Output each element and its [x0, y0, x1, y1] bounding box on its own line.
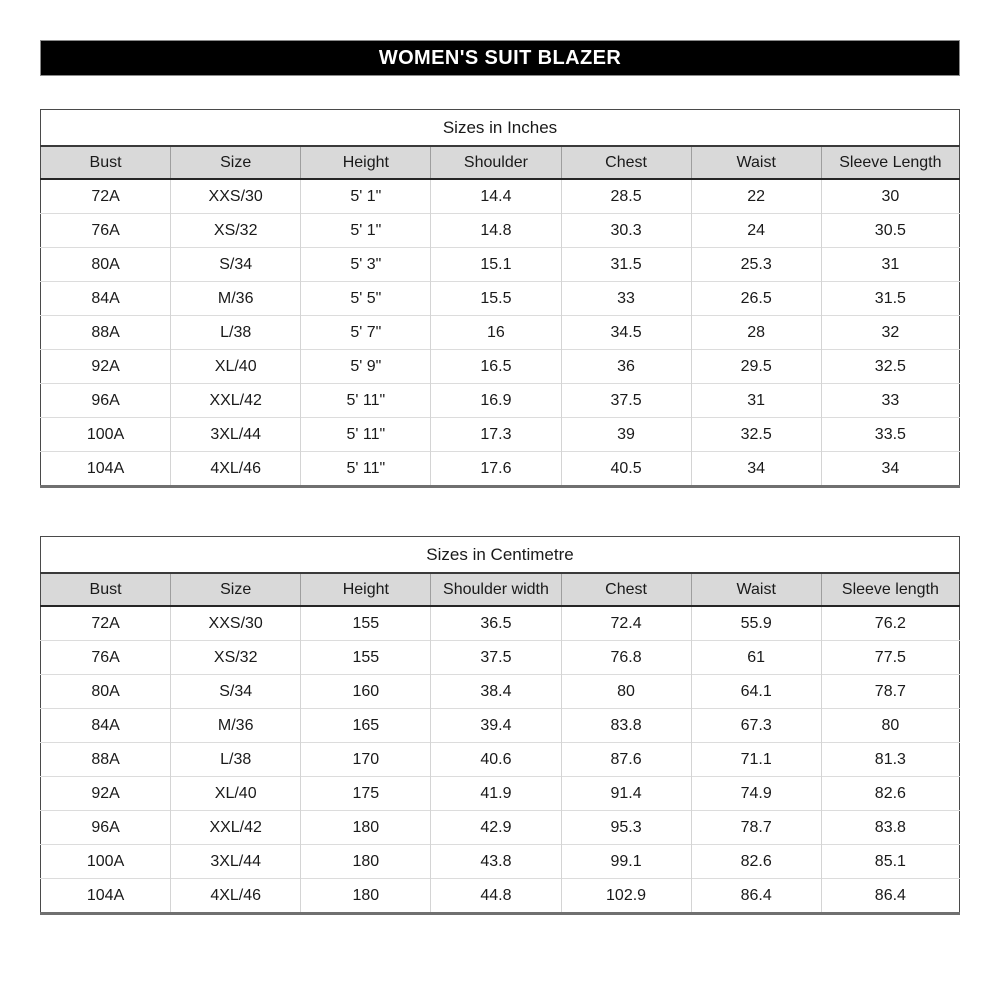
- table-row: [41, 179, 960, 214]
- table-cell: 175: [301, 777, 431, 811]
- table-cell: 31: [691, 384, 821, 418]
- table-cell: S/34: [171, 675, 301, 709]
- page-title: WOMEN'S SUIT BLAZER: [40, 40, 960, 76]
- table-cell: 30.3: [561, 214, 691, 248]
- table-cell: 160: [301, 675, 431, 709]
- table-row: [41, 452, 960, 487]
- table-cell: 5' 9": [301, 350, 431, 384]
- table-cell: 3XL/44: [171, 845, 301, 879]
- table-cell: 85.1: [821, 845, 959, 879]
- table-cell: 88A: [41, 743, 171, 777]
- table-cell: 41.9: [431, 777, 561, 811]
- table-cell: 5' 11": [301, 384, 431, 418]
- table-row: [41, 777, 960, 811]
- column-header-bust: Bust: [41, 146, 171, 179]
- table-cell: 84A: [41, 282, 171, 316]
- table-row: [41, 384, 960, 418]
- table-cell: 14.4: [431, 179, 561, 214]
- table-header-row: [41, 573, 960, 606]
- table-cell: 100A: [41, 845, 171, 879]
- table-cell: L/38: [171, 743, 301, 777]
- table-cell: XS/32: [171, 214, 301, 248]
- table-header-row: [41, 146, 960, 179]
- table-cell: 5' 1": [301, 214, 431, 248]
- table-row: [41, 709, 960, 743]
- table-cell: 34: [691, 452, 821, 487]
- table-cell: 33: [821, 384, 959, 418]
- table-cell: 36: [561, 350, 691, 384]
- table-cell: 5' 3": [301, 248, 431, 282]
- table-cell: L/38: [171, 316, 301, 350]
- table-row: [41, 214, 960, 248]
- table-cell: 72A: [91, 614, 120, 632]
- table-cell: 80: [561, 675, 691, 709]
- table-cell: 5' 1": [301, 179, 431, 214]
- table-cell: 102.9: [561, 879, 691, 914]
- table-cell: 88A: [41, 316, 171, 350]
- table-caption: Sizes in Inches: [41, 110, 960, 147]
- table-cell: 24: [691, 214, 821, 248]
- table-row: [41, 675, 960, 709]
- sizes-in-inches-table: [40, 109, 960, 488]
- table-cell: 165: [301, 709, 431, 743]
- table-cell: 71.1: [691, 743, 821, 777]
- column-header-size: Size: [171, 573, 301, 606]
- table-cell: 64.1: [691, 675, 821, 709]
- table-cell: 72.4: [561, 606, 691, 641]
- table-cell: M/36: [171, 282, 301, 316]
- table-cell: 170: [301, 743, 431, 777]
- table-cell: 5' 11": [301, 418, 431, 452]
- table-caption-row: [41, 537, 960, 574]
- table-cell: 44.8: [431, 879, 561, 914]
- table-cell: 92A: [41, 777, 171, 811]
- table-cell: 26.5: [691, 282, 821, 316]
- table-cell: 80: [821, 709, 959, 743]
- table-row: [41, 282, 960, 316]
- table-cell: 180: [301, 811, 431, 845]
- table-body: [41, 179, 960, 487]
- table-cell: 104A: [41, 452, 171, 487]
- table-cell: 42.9: [431, 811, 561, 845]
- table-cell: 180: [301, 845, 431, 879]
- column-header-chest: Chest: [561, 573, 691, 606]
- table-cell: 38.4: [431, 675, 561, 709]
- size-chart-page: [40, 0, 960, 915]
- table-cell: 34: [821, 452, 959, 487]
- table-row: [41, 811, 960, 845]
- table-cell: 81.3: [821, 743, 959, 777]
- table-cell: 155: [301, 641, 431, 675]
- column-header-waist: Waist: [691, 146, 821, 179]
- table-cell: 95.3: [561, 811, 691, 845]
- table-cell: XL/40: [171, 350, 301, 384]
- table-cell: XL/40: [171, 777, 301, 811]
- table-cell: S/34: [171, 248, 301, 282]
- table-cell: 4XL/46: [171, 879, 301, 914]
- column-header-height: Height: [301, 146, 431, 179]
- table-cell: 32: [821, 316, 959, 350]
- table-cell: 16.9: [431, 384, 561, 418]
- table-cell: 104A: [41, 879, 171, 914]
- table-cell: 15.5: [431, 282, 561, 316]
- column-header-waist: Waist: [691, 573, 821, 606]
- table-cell: 76.8: [561, 641, 691, 675]
- table-cell: 39: [561, 418, 691, 452]
- table-cell: 78.7: [691, 811, 821, 845]
- table-cell: 96A: [41, 384, 171, 418]
- column-header-size: Size: [171, 146, 301, 179]
- table-cell: 28: [691, 316, 821, 350]
- table-cell: 82.6: [691, 845, 821, 879]
- column-header-height: Height: [301, 573, 431, 606]
- table-cell: 91.4: [561, 777, 691, 811]
- table-cell: 16.5: [431, 350, 561, 384]
- table-cell: 37.5: [431, 641, 561, 675]
- table-cell: 31.5: [821, 282, 959, 316]
- table-cell: 17.3: [431, 418, 561, 452]
- table-row: [41, 879, 960, 914]
- table-cell: 5' 7": [301, 316, 431, 350]
- column-header-chest: Chest: [561, 146, 691, 179]
- table-cell: 30: [821, 179, 959, 214]
- table-cell: 33.5: [821, 418, 959, 452]
- table-cell: 30.5: [821, 214, 959, 248]
- table-cell: 31: [821, 248, 959, 282]
- table-cell: 32.5: [691, 418, 821, 452]
- table-cell: 74.9: [691, 777, 821, 811]
- table-cell: 17.6: [431, 452, 561, 487]
- table-cell: 100A: [41, 418, 171, 452]
- table-cell: XXS/30: [171, 179, 301, 214]
- table-cell: 180: [301, 879, 431, 914]
- table-row: [41, 316, 960, 350]
- table-cell: 37.5: [561, 384, 691, 418]
- table-cell: M/36: [171, 709, 301, 743]
- column-header-sleeve-length: Sleeve Length: [821, 146, 959, 179]
- table-cell: 55.9: [691, 606, 821, 641]
- table-cell: 36.5: [431, 606, 561, 641]
- table-cell: 40.5: [561, 452, 691, 487]
- table-cell: 92A: [41, 350, 171, 384]
- table-cell: 84A: [41, 709, 171, 743]
- table-caption-row: [41, 110, 960, 147]
- table-cell: 83.8: [821, 811, 959, 845]
- table-cell: 77.5: [821, 641, 959, 675]
- table-row: [41, 641, 960, 675]
- table-cell: 25.3: [691, 248, 821, 282]
- table-row: [41, 845, 960, 879]
- table-cell: 155: [301, 606, 431, 641]
- table-cell: XXS/30: [171, 606, 301, 641]
- table-cell: 39.4: [431, 709, 561, 743]
- table-cell: 31.5: [561, 248, 691, 282]
- table-cell: 96A: [41, 811, 171, 845]
- table-cell: 80A: [41, 675, 171, 709]
- table-row: [41, 606, 960, 641]
- table-row: [41, 418, 960, 452]
- sizes-in-centimetre-table: [40, 536, 960, 915]
- table-cell: XXL/42: [171, 811, 301, 845]
- table-cell: 5' 11": [301, 452, 431, 487]
- table-cell: 29.5: [691, 350, 821, 384]
- table-cell: XXL/42: [171, 384, 301, 418]
- table-cell: 67.3: [691, 709, 821, 743]
- table-cell: 83.8: [561, 709, 691, 743]
- table-cell: 28.5: [561, 179, 691, 214]
- table-cell: 78.7: [821, 675, 959, 709]
- table-cell: 72A: [91, 187, 120, 205]
- table-row: [41, 350, 960, 384]
- table-cell: 43.8: [431, 845, 561, 879]
- table-cell: 86.4: [691, 879, 821, 914]
- column-header-bust: Bust: [41, 573, 171, 606]
- table-body: [41, 606, 960, 914]
- table-cell: 32.5: [821, 350, 959, 384]
- table-cell: 16: [431, 316, 561, 350]
- table-cell: 76.2: [821, 606, 959, 641]
- column-header-shoulder-width: Shoulder width: [431, 573, 561, 606]
- table-cell: 5' 5": [301, 282, 431, 316]
- column-header-shoulder: Shoulder: [431, 146, 561, 179]
- table-cell: 3XL/44: [171, 418, 301, 452]
- table-cell: 61: [691, 641, 821, 675]
- table-cell: 34.5: [561, 316, 691, 350]
- table-cell: 80A: [41, 248, 171, 282]
- table-cell: 4XL/46: [171, 452, 301, 487]
- table-row: [41, 248, 960, 282]
- table-cell: 87.6: [561, 743, 691, 777]
- table-cell: 15.1: [431, 248, 561, 282]
- table-cell: 86.4: [821, 879, 959, 914]
- table-cell: 76A: [41, 214, 171, 248]
- table-row: [41, 743, 960, 777]
- table-cell: XS/32: [171, 641, 301, 675]
- table-cell: 99.1: [561, 845, 691, 879]
- table-caption: Sizes in Centimetre: [41, 537, 960, 574]
- table-cell: 33: [561, 282, 691, 316]
- column-header-sleeve-length: Sleeve length: [821, 573, 959, 606]
- table-cell: 22: [691, 179, 821, 214]
- table-cell: 14.8: [431, 214, 561, 248]
- table-cell: 40.6: [431, 743, 561, 777]
- table-cell: 82.6: [821, 777, 959, 811]
- table-cell: 76A: [41, 641, 171, 675]
